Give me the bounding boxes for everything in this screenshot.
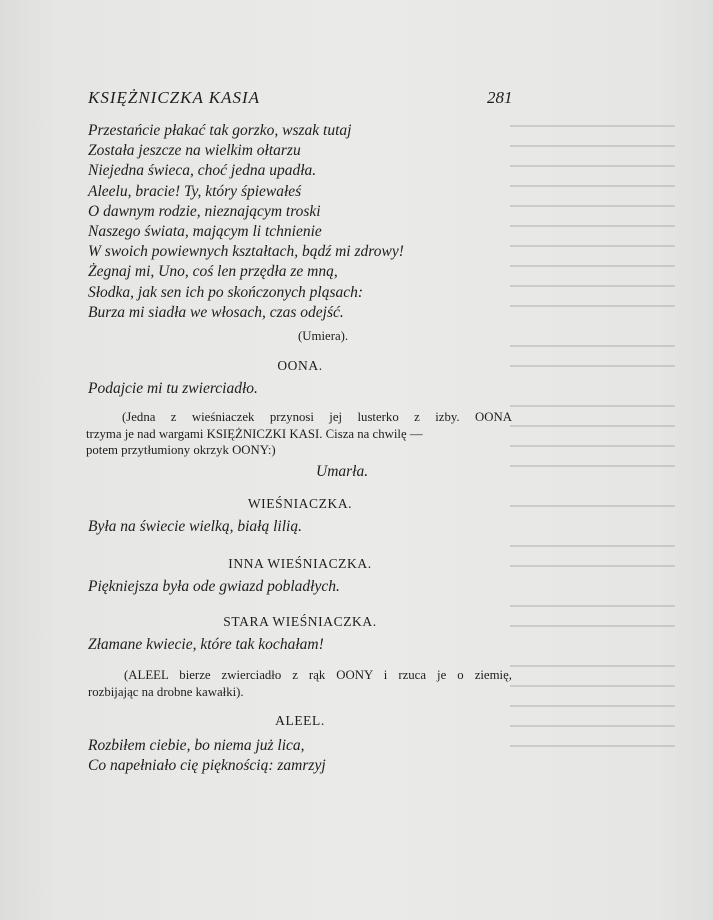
line-oona-umarla: Umarła.: [316, 463, 369, 480]
speaker-wiesniaczka: WIEŚNIACZKA.: [247, 496, 353, 511]
verse-block-princess: [88, 121, 404, 323]
speaker-inna-wiesniaczka: INNA WIEŚNIACZKA.: [228, 556, 372, 571]
running-title: KSIĘŻNICZKA KASIA: [88, 88, 261, 107]
verse-line: Żegnaj mi, Uno, coś len przędła ze mną,: [88, 263, 338, 281]
stage-line: (ALEEL bierze zwierciadło z rąk OONY i rzuca je o ziemię,: [124, 668, 512, 682]
stage-line: potem przytłumiony okrzyk OONY:): [86, 443, 276, 457]
line-stara-wiesniaczka: Złamane kwiecie, które tak kochałam!: [88, 636, 324, 653]
line-inna-wiesniaczka: Piękniejsza była ode gwiazd pobladłych.: [88, 578, 340, 595]
verse-line: Naszego świata, mającym li tchnienie: [88, 223, 322, 241]
stage-direction-mirror-broken: [88, 667, 512, 700]
stage-direction-mirror: [86, 409, 512, 459]
stage-line: rozbijając na drobne kawałki).: [88, 684, 244, 699]
verse-line: O dawnym rodzie, nieznającym troski: [88, 202, 321, 220]
speaker-oona: OONA.: [277, 358, 323, 373]
show-through-text: [510, 125, 675, 775]
verse-line: Słodka, jak sen ich po skończonych pląsach:: [88, 283, 364, 301]
line-wiesniaczka: Była na świecie wielką, białą lilią.: [88, 518, 302, 535]
page-number: 281: [487, 88, 513, 107]
verse-line: Aleelu, bracie! Ty, który śpiewałeś: [88, 182, 302, 200]
verse-line: Co napełniało cię pięknością: zamrzyj: [88, 757, 326, 775]
speaker-stara-wiesniaczka: STARA WIEŚNIACZKA.: [223, 614, 377, 629]
verse-block-aleel: [88, 736, 326, 776]
verse-line: W swoich powiewnych kształtach, bądź mi zdrowy!: [88, 243, 404, 261]
verse-line: Niejedna świeca, choć jedna upadła.: [88, 162, 317, 180]
verse-line: Rozbiłem ciebie, bo niema już lica,: [88, 737, 305, 754]
stage-line: trzyma je nad wargami KSIĘŻNICZKI KASI. Cisza na chwilę —: [86, 426, 423, 441]
verse-line: Burza mi siadła we włosach, czas odejść.: [88, 303, 344, 321]
speaker-aleel: ALEEL.: [275, 713, 325, 728]
stage-line: (Jedna z wieśniaczek przynosi jej lusterko z izby. OONA: [122, 410, 512, 424]
stage-direction-dies: (Umiera).: [298, 329, 349, 343]
line-oona: Podajcie mi tu zwierciadło.: [88, 380, 258, 397]
verse-line: Została jeszcze na wielkim ołtarzu: [88, 142, 301, 160]
verse-line: Przestańcie płakać tak gorzko, wszak tutaj: [88, 122, 352, 139]
